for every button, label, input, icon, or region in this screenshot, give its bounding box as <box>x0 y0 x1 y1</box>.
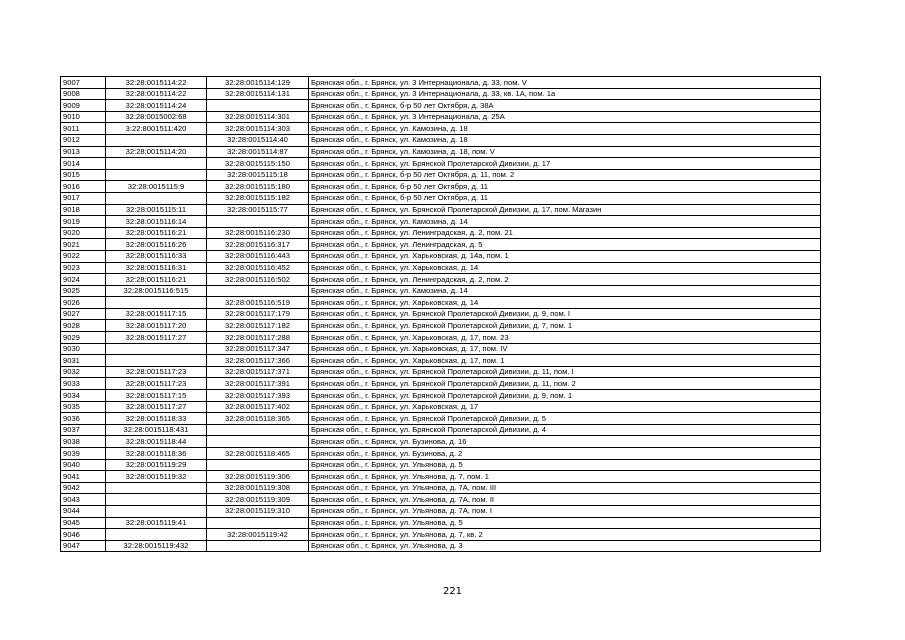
row-number-cell: 9012 <box>61 134 106 146</box>
row-number-cell: 9028 <box>61 320 106 332</box>
table-row <box>61 111 821 123</box>
table-row <box>61 436 821 448</box>
address-cell: Брянская обл., г. Брянск, ул. Ульянова, д. 7, кв. 2 <box>309 529 821 541</box>
address-cell: Брянская обл., г. Брянск, ул. Брянской Пролетарской Дивизии, д. 11, пом. 2 <box>309 378 821 390</box>
land-cadastral-number-cell: 32:28:0015117:27 <box>106 332 207 344</box>
address-cell: Брянская обл., г. Брянск, ул. 3 Интернационала, д. 25А <box>309 111 821 123</box>
table-row <box>61 471 821 483</box>
address-cell: Брянская обл., г. Брянск, ул. Брянской Пролетарской Дивизии, д. 4 <box>309 424 821 436</box>
table-row <box>61 204 821 216</box>
row-number-cell: 9030 <box>61 343 106 355</box>
row-number-cell: 9020 <box>61 227 106 239</box>
table-row <box>61 529 821 541</box>
table-row <box>61 169 821 181</box>
row-number-cell: 9022 <box>61 250 106 262</box>
address-cell: Брянская обл., г. Брянск, ул. Харьковская, д. 14 <box>309 297 821 309</box>
land-cadastral-number-cell: 32:28:0015114:24 <box>106 100 207 112</box>
address-cell: Брянская обл., г. Брянск, ул. Брянской Пролетарской Дивизии, д. 11, пом. I <box>309 366 821 378</box>
row-number-cell: 9007 <box>61 77 106 89</box>
building-cadastral-number-cell <box>207 436 309 448</box>
table-row <box>61 459 821 471</box>
table-row <box>61 505 821 517</box>
building-cadastral-number-cell: 32:28:0015118:465 <box>207 448 309 460</box>
building-cadastral-number-cell: 32:28:0015114:131 <box>207 88 309 100</box>
land-cadastral-number-cell: 32:28:0015114:22 <box>106 77 207 89</box>
table-row <box>61 262 821 274</box>
row-number-cell: 9043 <box>61 494 106 506</box>
land-cadastral-number-cell <box>106 505 207 517</box>
address-cell: Брянская обл., г. Брянск, ул. Ленинградская, д. 2, пом. 21 <box>309 227 821 239</box>
building-cadastral-number-cell: 32:28:0015115:18 <box>207 169 309 181</box>
building-cadastral-number-cell: 32:28:0015117:371 <box>207 366 309 378</box>
land-cadastral-number-cell <box>106 134 207 146</box>
land-cadastral-number-cell: 32:28:0015002:68 <box>106 111 207 123</box>
row-number-cell: 9032 <box>61 366 106 378</box>
row-number-cell: 9040 <box>61 459 106 471</box>
row-number-cell: 9038 <box>61 436 106 448</box>
land-cadastral-number-cell: 32:28:0015118:33 <box>106 413 207 425</box>
land-cadastral-number-cell: 32:28:0015119:32 <box>106 471 207 483</box>
table-row <box>61 332 821 344</box>
land-cadastral-number-cell: 32:28:0015116:21 <box>106 227 207 239</box>
row-number-cell: 9011 <box>61 123 106 135</box>
table-row <box>61 517 821 529</box>
address-cell: Брянская обл., г. Брянск, ул. Бузинова, д. 2 <box>309 448 821 460</box>
address-cell: Брянская обл., г. Брянск, ул. Ульянова, д. 7А, пом. III <box>309 482 821 494</box>
table-row <box>61 482 821 494</box>
row-number-cell: 9045 <box>61 517 106 529</box>
land-cadastral-number-cell: 32:28:0015116:515 <box>106 285 207 297</box>
building-cadastral-number-cell: 32:28:0015119:309 <box>207 494 309 506</box>
building-cadastral-number-cell <box>207 459 309 471</box>
table-row <box>61 494 821 506</box>
land-cadastral-number-cell: 32:28:0015116:33 <box>106 250 207 262</box>
building-cadastral-number-cell: 32:28:0015117:393 <box>207 390 309 402</box>
land-cadastral-number-cell: 3:22:8001511:420 <box>106 123 207 135</box>
building-cadastral-number-cell: 32:28:0015114:129 <box>207 77 309 89</box>
table-row <box>61 297 821 309</box>
address-cell: Брянская обл., г. Брянск, ул. 3 Интернационала, д. 33, кв. 1А, пом. 1а <box>309 88 821 100</box>
land-cadastral-number-cell: 32:28:0015117:20 <box>106 320 207 332</box>
building-cadastral-number-cell: 32:28:0015117:182 <box>207 320 309 332</box>
row-number-cell: 9042 <box>61 482 106 494</box>
row-number-cell: 9035 <box>61 401 106 413</box>
land-cadastral-number-cell: 32:28:0015116:21 <box>106 274 207 286</box>
address-cell: Брянская обл., г. Брянск, ул. Харьковская, д. 17, пом. IV <box>309 343 821 355</box>
address-cell: Брянская обл., г. Брянск, ул. Брянской Пролетарской Дивизии, д. 7, пом. 1 <box>309 320 821 332</box>
table-row <box>61 448 821 460</box>
table-row <box>61 378 821 390</box>
building-cadastral-number-cell: 32:28:0015117:366 <box>207 355 309 367</box>
building-cadastral-number-cell: 32:28:0015115:150 <box>207 158 309 170</box>
land-cadastral-number-cell <box>106 529 207 541</box>
building-cadastral-number-cell: 32:28:0015117:179 <box>207 308 309 320</box>
row-number-cell: 9019 <box>61 216 106 228</box>
row-number-cell: 9023 <box>61 262 106 274</box>
building-cadastral-number-cell <box>207 540 309 552</box>
address-cell: Брянская обл., г. Брянск, ул. Харьковская, д. 17, пом. 1 <box>309 355 821 367</box>
table-row <box>61 181 821 193</box>
row-number-cell: 9031 <box>61 355 106 367</box>
building-cadastral-number-cell <box>207 216 309 228</box>
land-cadastral-number-cell: 32:28:0015119:29 <box>106 459 207 471</box>
address-cell: Брянская обл., г. Брянск, ул. Харьковская, д. 14 <box>309 262 821 274</box>
property-register-table <box>60 76 821 552</box>
table-row <box>61 158 821 170</box>
land-cadastral-number-cell: 32:28:0015117:23 <box>106 378 207 390</box>
register-table-body <box>61 77 821 552</box>
land-cadastral-number-cell: 32:28:0015115:9 <box>106 181 207 193</box>
address-cell: Брянская обл., г. Брянск, ул. Харьковская, д. 14а, пом. 1 <box>309 250 821 262</box>
address-cell: Брянская обл., г. Брянск, ул. Камозина, д. 18, пом. V <box>309 146 821 158</box>
row-number-cell: 9016 <box>61 181 106 193</box>
address-cell: Брянская обл., г. Брянск, ул. Ленинградская, д. 2, пом. 2 <box>309 274 821 286</box>
row-number-cell: 9036 <box>61 413 106 425</box>
building-cadastral-number-cell: 32:28:0015114:40 <box>207 134 309 146</box>
building-cadastral-number-cell: 32:28:0015115:180 <box>207 181 309 193</box>
building-cadastral-number-cell <box>207 285 309 297</box>
address-cell: Брянская обл., г. Брянск, б-р 50 лет Октября, д. 11, пом. 2 <box>309 169 821 181</box>
land-cadastral-number-cell: 32:28:0015117:15 <box>106 390 207 402</box>
building-cadastral-number-cell: 32:28:0015118:365 <box>207 413 309 425</box>
address-cell: Брянская обл., г. Брянск, б-р 50 лет Октября, д. 11 <box>309 181 821 193</box>
table-row <box>61 424 821 436</box>
building-cadastral-number-cell: 32:28:0015114:301 <box>207 111 309 123</box>
land-cadastral-number-cell: 32:28:0015114:22 <box>106 88 207 100</box>
table-row <box>61 123 821 135</box>
table-row <box>61 134 821 146</box>
row-number-cell: 9008 <box>61 88 106 100</box>
land-cadastral-number-cell: 32:28:0015119:432 <box>106 540 207 552</box>
address-cell: Брянская обл., г. Брянск, ул. Камозина, д. 18 <box>309 123 821 135</box>
building-cadastral-number-cell <box>207 424 309 436</box>
address-cell: Брянская обл., г. Брянск, ул. Ульянова, д. 7А, пом. I <box>309 505 821 517</box>
table-row <box>61 390 821 402</box>
land-cadastral-number-cell: 32:28:0015117:27 <box>106 401 207 413</box>
table-row <box>61 274 821 286</box>
building-cadastral-number-cell: 32:28:0015114:303 <box>207 123 309 135</box>
land-cadastral-number-cell <box>106 158 207 170</box>
table-row <box>61 77 821 89</box>
row-number-cell: 9017 <box>61 192 106 204</box>
row-number-cell: 9044 <box>61 505 106 517</box>
row-number-cell: 9046 <box>61 529 106 541</box>
address-cell: Брянская обл., г. Брянск, ул. Камозина, д. 14 <box>309 285 821 297</box>
building-cadastral-number-cell <box>207 100 309 112</box>
row-number-cell: 9025 <box>61 285 106 297</box>
table-row <box>61 100 821 112</box>
land-cadastral-number-cell: 32:28:0015117:15 <box>106 308 207 320</box>
building-cadastral-number-cell: 32:28:0015119:42 <box>207 529 309 541</box>
building-cadastral-number-cell <box>207 517 309 529</box>
address-cell: Брянская обл., г. Брянск, ул. Ульянова, д. 3 <box>309 540 821 552</box>
land-cadastral-number-cell: 32:28:0015118:431 <box>106 424 207 436</box>
land-cadastral-number-cell <box>106 482 207 494</box>
land-cadastral-number-cell: 32:28:0015118:44 <box>106 436 207 448</box>
row-number-cell: 9039 <box>61 448 106 460</box>
land-cadastral-number-cell <box>106 169 207 181</box>
building-cadastral-number-cell: 32:28:0015114:87 <box>207 146 309 158</box>
row-number-cell: 9010 <box>61 111 106 123</box>
table-row <box>61 146 821 158</box>
table-row <box>61 227 821 239</box>
table-row <box>61 401 821 413</box>
address-cell: Брянская обл., г. Брянск, ул. Брянской Пролетарской Дивизии, д. 17 <box>309 158 821 170</box>
table-row <box>61 192 821 204</box>
table-row <box>61 216 821 228</box>
row-number-cell: 9015 <box>61 169 106 181</box>
land-cadastral-number-cell <box>106 297 207 309</box>
table-row <box>61 355 821 367</box>
table-row <box>61 250 821 262</box>
building-cadastral-number-cell: 32:28:0015117:402 <box>207 401 309 413</box>
row-number-cell: 9021 <box>61 239 106 251</box>
table-row <box>61 366 821 378</box>
land-cadastral-number-cell: 32:28:0015119:41 <box>106 517 207 529</box>
row-number-cell: 9024 <box>61 274 106 286</box>
address-cell: Брянская обл., г. Брянск, ул. Харьковская, д. 17 <box>309 401 821 413</box>
address-cell: Брянская обл., г. Брянск, ул. Брянской Пролетарской Дивизии, д. 9, пом. I <box>309 308 821 320</box>
address-cell: Брянская обл., г. Брянск, ул. Ульянова, д. 5 <box>309 517 821 529</box>
row-number-cell: 9037 <box>61 424 106 436</box>
row-number-cell: 9033 <box>61 378 106 390</box>
building-cadastral-number-cell: 32:28:0015119:308 <box>207 482 309 494</box>
land-cadastral-number-cell: 32:28:0015116:26 <box>106 239 207 251</box>
table-row <box>61 343 821 355</box>
row-number-cell: 9047 <box>61 540 106 552</box>
land-cadastral-number-cell: 32:28:0015116:14 <box>106 216 207 228</box>
table-row <box>61 540 821 552</box>
land-cadastral-number-cell: 32:28:0015117:23 <box>106 366 207 378</box>
building-cadastral-number-cell: 32:28:0015116:443 <box>207 250 309 262</box>
table-row <box>61 285 821 297</box>
building-cadastral-number-cell: 32:28:0015117:347 <box>207 343 309 355</box>
land-cadastral-number-cell: 32:28:0015114:20 <box>106 146 207 158</box>
address-cell: Брянская обл., г. Брянск, ул. Ульянова, д. 5 <box>309 459 821 471</box>
row-number-cell: 9027 <box>61 308 106 320</box>
address-cell: Брянская обл., г. Брянск, ул. Камозина, д. 14 <box>309 216 821 228</box>
address-cell: Брянская обл., г. Брянск, ул. 3 Интернационала, д. 33, пом. V <box>309 77 821 89</box>
land-cadastral-number-cell: 32:28:0015116:31 <box>106 262 207 274</box>
table-row <box>61 413 821 425</box>
row-number-cell: 9041 <box>61 471 106 483</box>
row-number-cell: 9013 <box>61 146 106 158</box>
address-cell: Брянская обл., г. Брянск, ул. Ленинградская, д. 5 <box>309 239 821 251</box>
address-cell: Брянская обл., г. Брянск, ул. Брянской Пролетарской Дивизии, д. 17, пом. Магазин <box>309 204 821 216</box>
building-cadastral-number-cell: 32:28:0015116:519 <box>207 297 309 309</box>
building-cadastral-number-cell: 32:28:0015115:77 <box>207 204 309 216</box>
building-cadastral-number-cell: 32:28:0015119:306 <box>207 471 309 483</box>
row-number-cell: 9018 <box>61 204 106 216</box>
building-cadastral-number-cell: 32:28:0015116:317 <box>207 239 309 251</box>
land-cadastral-number-cell: 32:28:0015115:11 <box>106 204 207 216</box>
row-number-cell: 9034 <box>61 390 106 402</box>
land-cadastral-number-cell <box>106 343 207 355</box>
table-row <box>61 320 821 332</box>
table-row <box>61 308 821 320</box>
land-cadastral-number-cell <box>106 192 207 204</box>
row-number-cell: 9014 <box>61 158 106 170</box>
address-cell: Брянская обл., г. Брянск, ул. Харьковская, д. 17, пом. 23 <box>309 332 821 344</box>
address-cell: Брянская обл., г. Брянск, б-р 50 лет Октября, д. 38А <box>309 100 821 112</box>
building-cadastral-number-cell: 32:28:0015116:452 <box>207 262 309 274</box>
land-cadastral-number-cell <box>106 355 207 367</box>
building-cadastral-number-cell: 32:28:0015116:502 <box>207 274 309 286</box>
address-cell: Брянская обл., г. Брянск, ул. Ульянова, д. 7А, пом. II <box>309 494 821 506</box>
building-cadastral-number-cell: 32:28:0015116:230 <box>207 227 309 239</box>
table-row <box>61 88 821 100</box>
address-cell: Брянская обл., г. Брянск, ул. Камозина, д. 18 <box>309 134 821 146</box>
building-cadastral-number-cell: 32:28:0015117:288 <box>207 332 309 344</box>
address-cell: Брянская обл., г. Брянск, б-р 50 лет Октября, д. 11 <box>309 192 821 204</box>
row-number-cell: 9009 <box>61 100 106 112</box>
land-cadastral-number-cell: 32:28:0015118:36 <box>106 448 207 460</box>
building-cadastral-number-cell: 32:28:0015115:182 <box>207 192 309 204</box>
land-cadastral-number-cell <box>106 494 207 506</box>
address-cell: Брянская обл., г. Брянск, ул. Ульянова, д. 7, пом. 1 <box>309 471 821 483</box>
address-cell: Брянская обл., г. Брянск, ул. Брянской Пролетарской Дивизии, д. 5 <box>309 413 821 425</box>
row-number-cell: 9026 <box>61 297 106 309</box>
page-number: 221 <box>442 586 463 597</box>
address-cell: Брянская обл., г. Брянск, ул. Брянской Пролетарской Дивизии, д. 9, пом. 1 <box>309 390 821 402</box>
address-cell: Брянская обл., г. Брянск, ул. Бузинова, д. 16 <box>309 436 821 448</box>
table-row <box>61 239 821 251</box>
building-cadastral-number-cell: 32:28:0015117:391 <box>207 378 309 390</box>
row-number-cell: 9029 <box>61 332 106 344</box>
building-cadastral-number-cell: 32:28:0015119:310 <box>207 505 309 517</box>
